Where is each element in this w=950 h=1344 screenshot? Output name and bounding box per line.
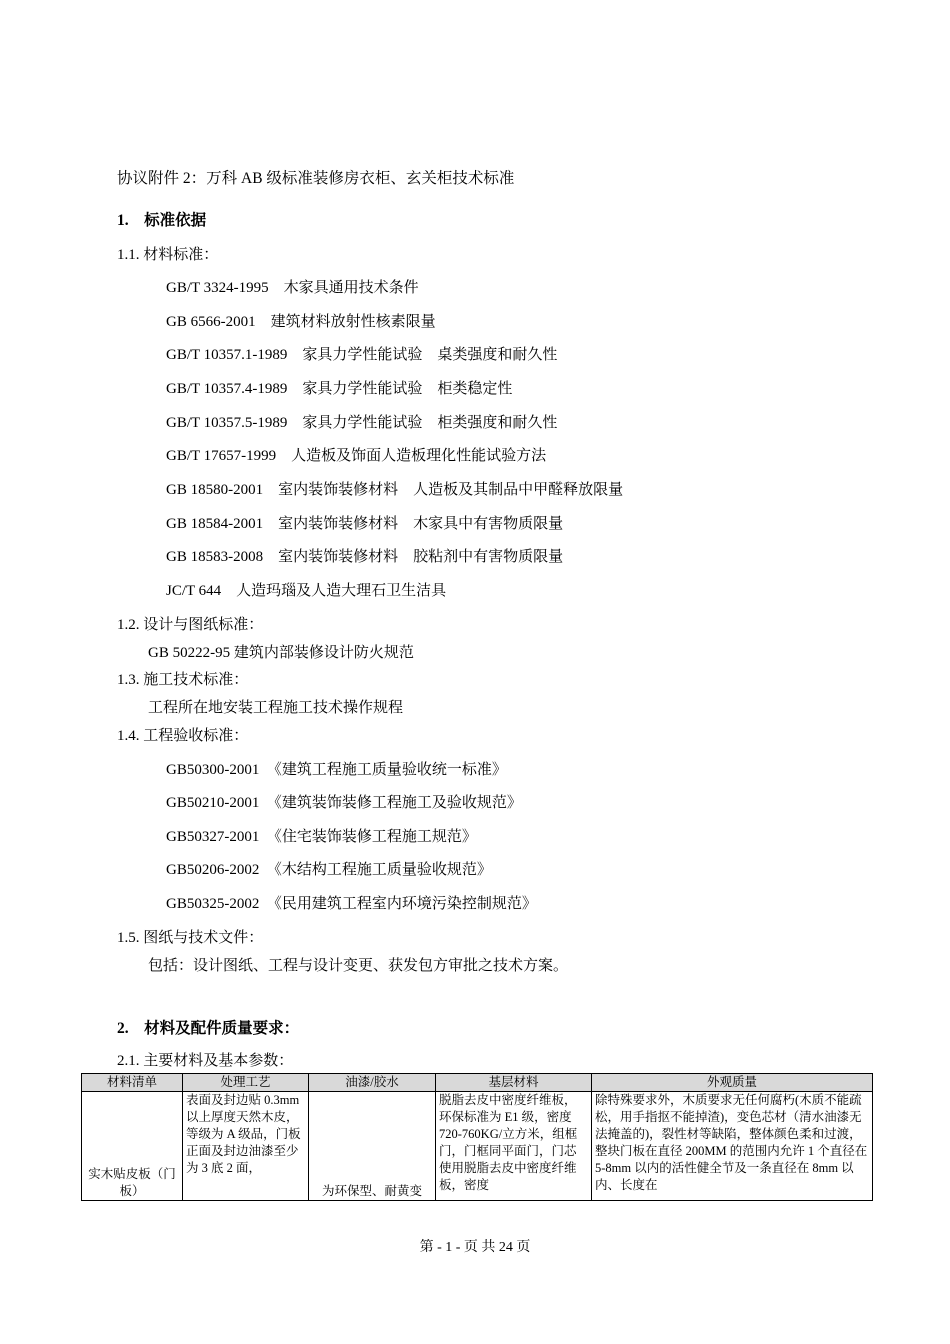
section-1-3-label: 1.3. 施工技术标准： <box>117 672 249 688</box>
section-1-5-label: 1.5. 图纸与技术文件： <box>117 930 264 946</box>
standard-item: GB/T 3324-1995 木家具通用技术条件 <box>166 280 419 296</box>
documents-item: 包括：设计图纸、工程与设计变更、获发包方审批之技术方案。 <box>148 958 569 974</box>
standard-item: JC/T 644 人造玛瑙及人造大理石卫生洁具 <box>166 583 447 599</box>
cell-process <box>183 1092 309 1201</box>
table-row <box>82 1092 873 1201</box>
column-header-material: 材料清单 <box>82 1074 183 1092</box>
cell-base-text: 脱脂去皮中密度纤维板，环保标准为 E1 级，密度 720-760KG/立方米，组框门，门框同平面门，门芯使用脱脂去皮中密度纤维板，密度 <box>439 1093 578 1192</box>
table-header-row <box>82 1074 873 1092</box>
standard-item: GB50300-2001 《建筑工程施工质量验收统一标准》 <box>166 762 507 778</box>
column-header-process: 处理工艺 <box>183 1074 309 1092</box>
section-1-2-label: 1.2. 设计与图纸标准： <box>117 617 264 633</box>
column-header-appearance: 外观质量 <box>592 1074 873 1092</box>
cell-process-text: 表面及封边贴 0.3mm 以上厚度天然木皮，等级为 A 级品，门板正面及封边油漆至少为 3 底 2 面， <box>186 1093 301 1175</box>
section-2-heading: 2. 材料及配件质量要求： <box>117 1020 300 1037</box>
section-1-heading: 1. 标准依据 <box>117 212 207 229</box>
standard-item: GB50210-2001 《建筑装饰装修工程施工及验收规范》 <box>166 795 522 811</box>
standard-item: GB 18580-2001 室内装饰装修材料 人造板及其制品中甲醛释放限量 <box>166 482 624 498</box>
section-1-1-label: 1.1. 材料标准： <box>117 247 219 263</box>
standard-item: GB/T 10357.5-1989 家具力学性能试验 柜类强度和耐久性 <box>166 415 558 431</box>
cell-paint <box>309 1092 436 1201</box>
construction-standard-item: 工程所在地安装工程施工技术操作规程 <box>148 700 404 716</box>
cell-appearance <box>592 1092 873 1201</box>
cell-material <box>82 1092 183 1201</box>
standard-item: GB/T 17657-1999 人造板及饰面人造板理化性能试验方法 <box>166 448 547 464</box>
column-header-base: 基层材料 <box>436 1074 592 1092</box>
standard-item: GB 18583-2008 室内装饰装修材料 胶粘剂中有害物质限量 <box>166 549 564 565</box>
column-header-paint: 油漆/胶水 <box>309 1074 436 1092</box>
cell-appearance-text: 除特殊要求外，木质要求无任何腐朽(木质不能疏松，用手指抠不能掉渣)，变色芯材（清水油漆无法掩盖的)，裂性材等缺陷，整体颜色柔和过渡，整块门板在直径 200MM 的范围内允许 1 个直径在 5-8mm 以内的活性健全节及一条直径在 8mm 以内、长度在 <box>595 1093 868 1192</box>
standard-item: GB50327-2001 《住宅装饰装修工程施工规范》 <box>166 829 477 845</box>
standard-item: GB50325-2002 《民用建筑工程室内环境污染控制规范》 <box>166 896 537 912</box>
cell-base <box>436 1092 592 1201</box>
section-2-1-label: 2.1. 主要材料及基本参数： <box>117 1053 294 1069</box>
cell-material-text: 实木贴皮板（门板） <box>88 1167 176 1198</box>
materials-table <box>81 1073 873 1201</box>
document-title: 协议附件 2：万科 AB 级标准装修房衣柜、玄关柜技术标准 <box>117 170 515 187</box>
section-1-4-label: 1.4. 工程验收标准： <box>117 728 249 744</box>
standard-item: GB 6566-2001 建筑材料放射性核素限量 <box>166 314 436 330</box>
standard-item: GB/T 10357.1-1989 家具力学性能试验 桌类强度和耐久性 <box>166 347 558 363</box>
cell-paint-text: 为环保型、耐黄变 <box>321 1184 422 1198</box>
standard-item: GB 18584-2001 室内装饰装修材料 木家具中有害物质限量 <box>166 516 564 532</box>
design-standard-item: GB 50222-95 建筑内部装修设计防火规范 <box>148 645 414 661</box>
standard-item: GB/T 10357.4-1989 家具力学性能试验 柜类稳定性 <box>166 381 513 397</box>
page-footer: 第 - 1 - 页 共 24 页 <box>419 1240 531 1255</box>
standard-item: GB50206-2002 《木结构工程施工质量验收规范》 <box>166 862 492 878</box>
